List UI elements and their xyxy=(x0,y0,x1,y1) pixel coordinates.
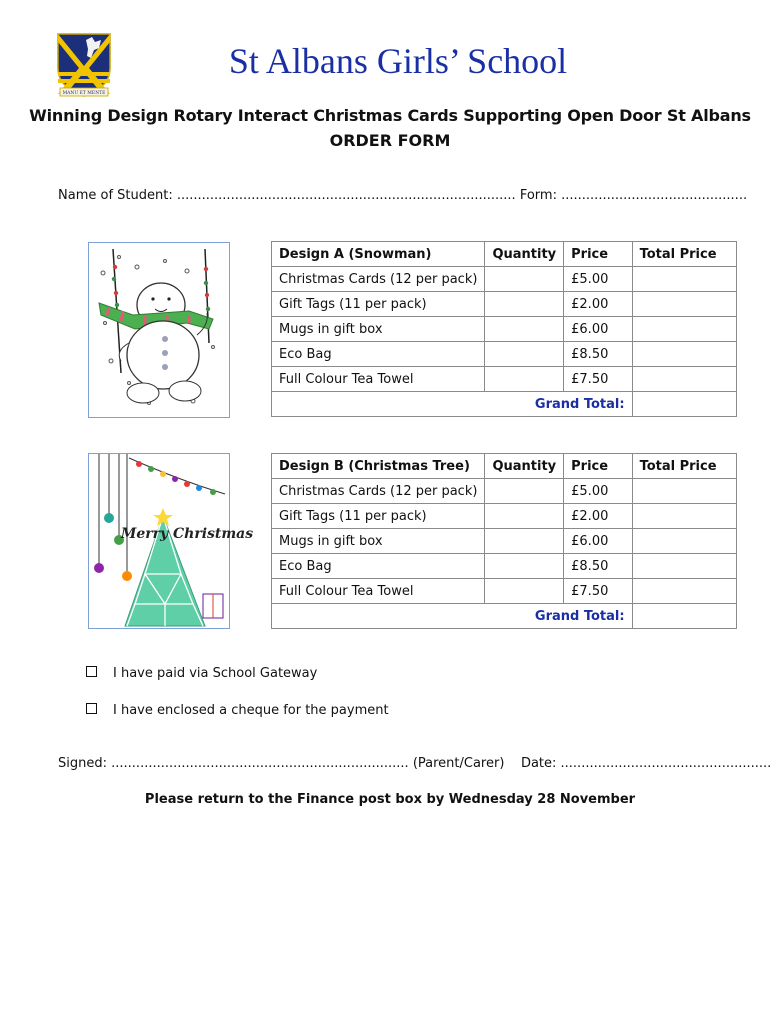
total-cell[interactable] xyxy=(632,342,736,367)
total-cell[interactable] xyxy=(632,504,736,529)
grand-total-cell[interactable] xyxy=(632,392,736,417)
table-row xyxy=(272,579,737,604)
quantity-cell[interactable] xyxy=(485,342,564,367)
quantity-cell[interactable] xyxy=(485,479,564,504)
date-label: Date: xyxy=(520,756,557,771)
option-label: I have enclosed a cheque for the payment xyxy=(113,703,389,718)
table-row xyxy=(272,342,737,367)
total-cell[interactable] xyxy=(632,367,736,392)
paid-school-gateway-option[interactable] xyxy=(86,666,317,681)
total-cell[interactable] xyxy=(632,579,736,604)
checkbox-icon[interactable] xyxy=(86,703,97,714)
price-cell: £2.00 xyxy=(564,292,632,317)
quantity-header: Quantity xyxy=(485,242,564,267)
item-name: Full Colour Tea Towel xyxy=(272,367,485,392)
table-row xyxy=(272,317,737,342)
total-cell[interactable] xyxy=(632,317,736,342)
grand-total-label: Grand Total: xyxy=(272,392,633,417)
price-cell: £5.00 xyxy=(564,267,632,292)
form-label: Form: xyxy=(519,188,557,203)
date-field[interactable]: ................................................... xyxy=(560,756,772,771)
item-name: Full Colour Tea Towel xyxy=(272,579,485,604)
signed-label: Signed: xyxy=(58,756,107,771)
school-name: St Albans Girls’ School xyxy=(228,41,568,81)
enclosed-cheque-option[interactable] xyxy=(86,703,389,718)
design-header: Design A (Snowman) xyxy=(272,242,485,267)
total-cell[interactable] xyxy=(632,529,736,554)
signature-field[interactable]: ........................................................................ xyxy=(111,756,409,771)
table-row xyxy=(272,529,737,554)
student-name-field[interactable]: .................................................................................. xyxy=(176,188,516,203)
price-cell: £8.50 xyxy=(564,554,632,579)
quantity-cell[interactable] xyxy=(485,292,564,317)
item-name: Mugs in gift box xyxy=(272,529,485,554)
quantity-cell[interactable] xyxy=(485,554,564,579)
signature-line xyxy=(58,756,771,771)
table-row xyxy=(272,292,737,317)
total-price-header: Total Price xyxy=(632,242,736,267)
order-table-design-b xyxy=(271,453,737,629)
table-row xyxy=(272,367,737,392)
price-cell: £6.00 xyxy=(564,529,632,554)
merry-christmas-text: Merry Christmas xyxy=(120,526,254,542)
price-header: Price xyxy=(564,242,632,267)
item-name: Gift Tags (11 per pack) xyxy=(272,504,485,529)
student-name-line xyxy=(58,188,747,203)
item-name: Mugs in gift box xyxy=(272,317,485,342)
quantity-header: Quantity xyxy=(485,454,564,479)
total-cell[interactable] xyxy=(632,554,736,579)
quantity-cell[interactable] xyxy=(485,504,564,529)
item-name: Christmas Cards (12 per pack) xyxy=(272,267,485,292)
table-row xyxy=(272,479,737,504)
item-name: Eco Bag xyxy=(272,554,485,579)
design-a-snowman-image xyxy=(88,242,230,418)
design-header: Design B (Christmas Tree) xyxy=(272,454,485,479)
price-header: Price xyxy=(564,454,632,479)
total-cell[interactable] xyxy=(632,479,736,504)
form-field[interactable]: ............................................. xyxy=(561,188,748,203)
grand-total-label: Grand Total: xyxy=(272,604,633,629)
item-name: Gift Tags (11 per pack) xyxy=(272,292,485,317)
page-title: Winning Design Rotary Interact Christmas Cards Supporting Open Door St Albans xyxy=(29,106,751,125)
return-instructions: Please return to the Finance post box by Wednesday 28 November xyxy=(144,792,636,807)
table-row xyxy=(272,504,737,529)
quantity-cell[interactable] xyxy=(485,579,564,604)
crest-motto: MANU ET MENTE xyxy=(62,91,106,96)
total-cell[interactable] xyxy=(632,292,736,317)
quantity-cell[interactable] xyxy=(485,529,564,554)
checkbox-icon[interactable] xyxy=(86,666,97,677)
parent-carer-label: (Parent/Carer) xyxy=(412,756,505,771)
price-cell: £5.00 xyxy=(564,479,632,504)
table-row xyxy=(272,267,737,292)
item-name: Eco Bag xyxy=(272,342,485,367)
student-name-label: Name of Student: xyxy=(58,188,173,203)
design-b-christmas-tree-image xyxy=(88,453,254,629)
grand-total-cell[interactable] xyxy=(632,604,736,629)
price-cell: £2.00 xyxy=(564,504,632,529)
grand-total-row xyxy=(272,604,737,629)
price-cell: £6.00 xyxy=(564,317,632,342)
order-table-design-a xyxy=(271,241,737,417)
quantity-cell[interactable] xyxy=(485,367,564,392)
quantity-cell[interactable] xyxy=(485,267,564,292)
table-row xyxy=(272,554,737,579)
total-cell[interactable] xyxy=(632,267,736,292)
item-name: Christmas Cards (12 per pack) xyxy=(272,479,485,504)
price-cell: £7.50 xyxy=(564,579,632,604)
page-subtitle: ORDER FORM xyxy=(329,131,451,150)
price-cell: £7.50 xyxy=(564,367,632,392)
option-label: I have paid via School Gateway xyxy=(113,666,318,681)
quantity-cell[interactable] xyxy=(485,317,564,342)
price-cell: £8.50 xyxy=(564,342,632,367)
total-price-header: Total Price xyxy=(632,454,736,479)
grand-total-row xyxy=(272,392,737,417)
